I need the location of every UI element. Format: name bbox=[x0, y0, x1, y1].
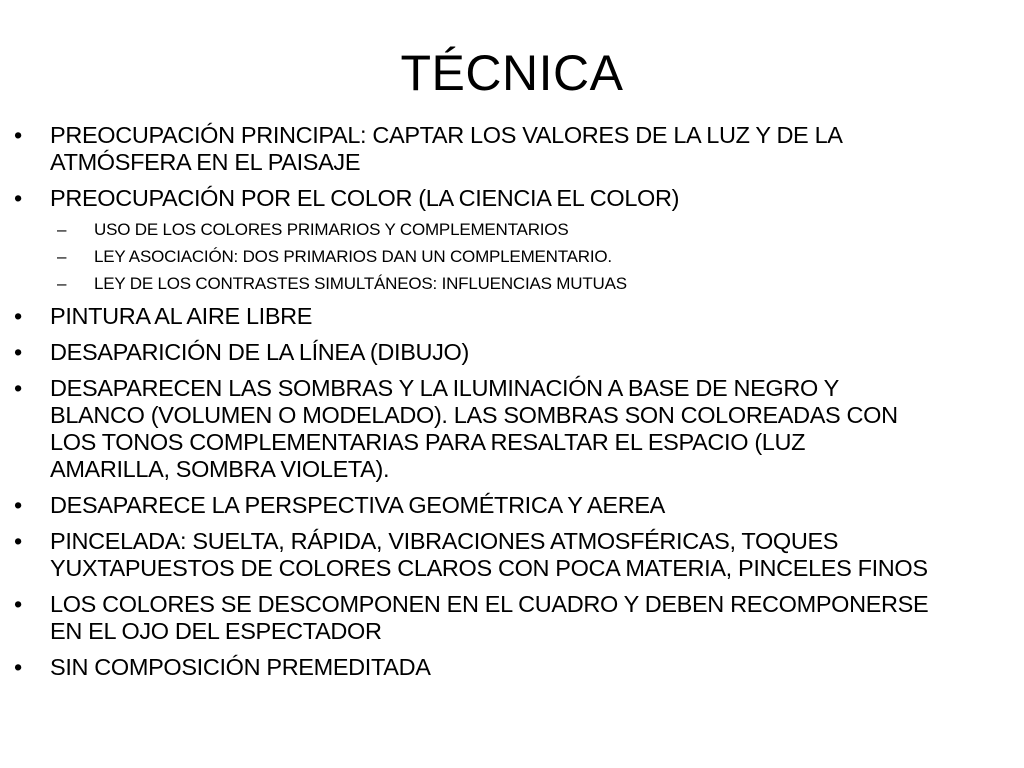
dash-icon: – bbox=[57, 220, 67, 239]
sub-bullet-text: LEY ASOCIACIÓN: DOS PRIMARIOS DAN UN COMPLEMENTARIO. bbox=[94, 247, 612, 266]
bullet-text: PINTURA AL AIRE LIBRE bbox=[50, 303, 313, 329]
bullet-icon: • bbox=[14, 122, 22, 148]
bullet-text: DESAPARICIÓN DE LA LÍNEA (DIBUJO) bbox=[50, 339, 469, 365]
bullet-text-line: EN EL OJO DEL ESPECTADOR bbox=[50, 618, 382, 644]
dash-icon: – bbox=[57, 247, 67, 266]
bullet-text-line: BLANCO (VOLUMEN O MODELADO). LAS SOMBRAS SON COLOREADAS CON bbox=[50, 402, 898, 428]
bullet-text-line: AMARILLA, SOMBRA VIOLETA). bbox=[50, 456, 390, 482]
bullet-item bbox=[14, 654, 1010, 681]
bullet-text-line: DESAPARECEN LAS SOMBRAS Y LA ILUMINACIÓN A BASE DE NEGRO Y bbox=[50, 375, 839, 401]
sub-bullet-item bbox=[14, 246, 1010, 267]
bullet-icon: • bbox=[14, 492, 22, 518]
bullet-item bbox=[14, 492, 1010, 519]
bullet-text: DESAPARECE LA PERSPECTIVA GEOMÉTRICA Y AEREA bbox=[50, 492, 665, 518]
bullet-text-line: LOS COLORES SE DESCOMPONEN EN EL CUADRO Y DEBEN RECOMPONERSE bbox=[50, 591, 929, 617]
bullet-item bbox=[14, 303, 1010, 330]
bullet-text-line: PINCELADA: SUELTA, RÁPIDA, VIBRACIONES ATMOSFÉRICAS, TOQUES bbox=[50, 528, 839, 554]
bullet-icon: • bbox=[14, 654, 22, 680]
bullet-icon: • bbox=[14, 528, 22, 554]
bullet-icon: • bbox=[14, 339, 22, 365]
dash-icon: – bbox=[57, 274, 67, 293]
slide-title: TÉCNICA bbox=[400, 45, 624, 101]
bullet-item bbox=[14, 375, 1010, 483]
sub-bullet-item bbox=[14, 219, 1010, 240]
bullet-item bbox=[14, 528, 1010, 582]
bullet-item bbox=[14, 122, 1010, 176]
bullet-item bbox=[14, 185, 1010, 212]
bullet-text bbox=[50, 528, 928, 581]
sub-bullet-item bbox=[14, 273, 1010, 294]
bullet-text bbox=[50, 122, 843, 175]
bullet-icon: • bbox=[14, 303, 22, 329]
bullet-icon: • bbox=[14, 591, 22, 617]
bullet-text-line: ATMÓSFERA EN EL PAISAJE bbox=[50, 149, 361, 175]
bullet-list bbox=[14, 122, 1010, 690]
sub-bullet-text: LEY DE LOS CONTRASTES SIMULTÁNEOS: INFLUENCIAS MUTUAS bbox=[94, 274, 627, 293]
bullet-item bbox=[14, 339, 1010, 366]
sub-bullet-text: USO DE LOS COLORES PRIMARIOS Y COMPLEMENTARIOS bbox=[94, 220, 569, 239]
bullet-text-line: LOS TONOS COMPLEMENTARIAS PARA RESALTAR EL ESPACIO (LUZ bbox=[50, 429, 806, 455]
bullet-item bbox=[14, 591, 1010, 645]
bullet-icon: • bbox=[14, 375, 22, 401]
bullet-text: PREOCUPACIÓN POR EL COLOR (LA CIENCIA EL COLOR) bbox=[50, 185, 680, 211]
bullet-text bbox=[50, 375, 898, 482]
bullet-text-line: YUXTAPUESTOS DE COLORES CLAROS CON POCA MATERIA, PINCELES FINOS bbox=[50, 555, 928, 581]
bullet-text bbox=[50, 591, 928, 644]
bullet-text-line: PREOCUPACIÓN PRINCIPAL: CAPTAR LOS VALORES DE LA LUZ Y DE LA bbox=[50, 122, 843, 148]
bullet-text: SIN COMPOSICIÓN PREMEDITADA bbox=[50, 654, 431, 680]
bullet-icon: • bbox=[14, 185, 22, 211]
